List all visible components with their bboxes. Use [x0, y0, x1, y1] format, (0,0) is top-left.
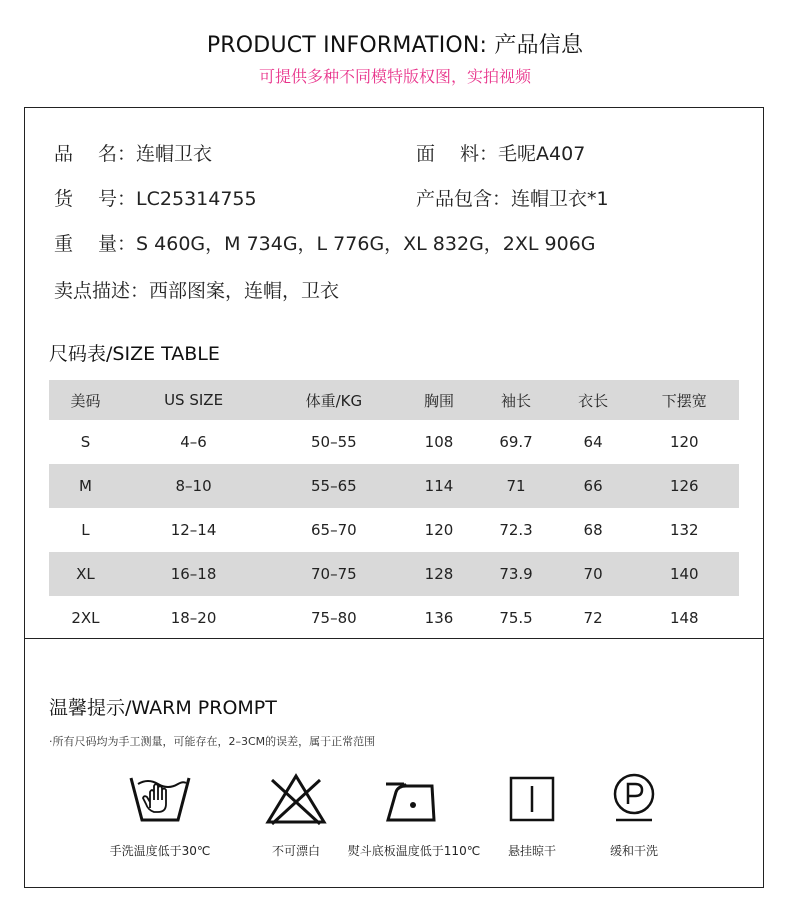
info-contents-value: 连帽卫衣*1 — [511, 188, 609, 210]
dry-clean-icon — [602, 770, 666, 828]
care-label: 熨斗底板温度低于110℃ — [347, 844, 481, 858]
table-cell: L — [81, 521, 90, 539]
table-cell: 66 — [557, 464, 630, 508]
table-cell: 120 — [669, 433, 699, 451]
table-cell: 128 — [403, 552, 476, 596]
info-selling-points — [54, 276, 339, 303]
info-weight — [54, 229, 596, 256]
table-cell: 65–70 — [311, 521, 357, 539]
table-cell: 50–55 — [311, 433, 357, 451]
table-cell: 18–20 — [170, 609, 217, 627]
table-cell: 73.9 — [475, 552, 556, 596]
table-cell: 70–75 — [265, 552, 402, 596]
iron-icon — [382, 770, 446, 828]
table-cell: 140 — [630, 552, 739, 596]
info-sku-label: 货 号： — [54, 188, 137, 210]
table-cell: 64 — [583, 433, 603, 451]
table-cell: 132 — [669, 521, 699, 539]
table-cell: 2XL — [71, 609, 100, 627]
table-row — [49, 464, 739, 508]
table-cell: 8–10 — [122, 464, 265, 508]
care-item-hand-wash — [90, 770, 230, 858]
header-cell: 体重/KG — [265, 380, 402, 420]
size-table-title: 尺码表/SIZE TABLE — [49, 343, 220, 365]
page-title: PRODUCT INFORMATION: 产品信息 — [206, 33, 584, 58]
measurement-note: ·所有尺码均为手工测量，可能存在，2–3CM的误差，属于正常范围 — [49, 735, 376, 748]
table-row — [49, 508, 739, 552]
table-cell: 136 — [424, 609, 454, 627]
hang-dry-icon — [500, 770, 564, 828]
table-cell: 71 — [475, 464, 556, 508]
header-cell: 下摆宽 — [630, 380, 739, 420]
care-label: 不可漂白 — [271, 844, 320, 858]
care-label: 悬挂晾干 — [507, 844, 556, 858]
info-material-label: 面 料： — [416, 143, 499, 165]
size-table-header-row — [49, 380, 739, 420]
header-cell: 衣长 — [557, 380, 630, 420]
header-cell: 美码 — [49, 380, 122, 420]
table-cell: XL — [49, 552, 122, 596]
table-cell: 75–80 — [311, 609, 357, 627]
header-cell: US SIZE — [122, 380, 265, 420]
info-material — [416, 139, 585, 166]
table-cell: M — [49, 464, 122, 508]
no-bleach-icon — [264, 770, 328, 828]
table-cell: 72 — [583, 609, 603, 627]
info-weight-label: 重 量： — [54, 233, 137, 255]
table-cell: 55–65 — [265, 464, 402, 508]
table-cell: 4–6 — [180, 433, 207, 451]
care-item-dry-clean — [564, 770, 704, 858]
table-cell: 16–18 — [122, 552, 265, 596]
table-cell: 12–14 — [170, 521, 217, 539]
info-contents-label: 产品包含： — [416, 188, 512, 210]
table-row — [49, 420, 739, 464]
table-cell: 108 — [424, 433, 454, 451]
table-cell: 148 — [669, 609, 699, 627]
care-label: 手洗温度低于30℃ — [109, 844, 211, 858]
header-cell: 胸围 — [403, 380, 476, 420]
table-cell: 75.5 — [499, 609, 533, 627]
table-cell: 68 — [583, 521, 603, 539]
info-name — [54, 139, 212, 166]
info-weight-value: S 460G，M 734G，L 776G，XL 832G，2XL 906G — [136, 233, 596, 255]
table-cell: 70 — [557, 552, 630, 596]
header-cell: 袖长 — [475, 380, 556, 420]
table-cell: 114 — [403, 464, 476, 508]
page-subtitle: 可提供多种不同模特版权图，实拍视频 — [258, 67, 531, 86]
table-cell: 72.3 — [499, 521, 533, 539]
info-name-label: 品 名： — [54, 143, 137, 165]
info-sku — [54, 184, 257, 211]
info-selling-label: 卖点描述： — [54, 280, 150, 302]
info-selling-value: 西部图案，连帽，卫衣 — [149, 280, 340, 302]
hand-wash-icon — [128, 770, 192, 828]
info-sku-value: LC25314755 — [136, 188, 257, 210]
size-table — [49, 380, 739, 640]
table-cell: 69.7 — [499, 433, 533, 451]
info-name-value: 连帽卫衣 — [136, 143, 213, 165]
table-cell: S — [80, 433, 91, 451]
info-material-value: 毛呢A407 — [498, 143, 586, 165]
care-label: 缓和干洗 — [609, 844, 658, 858]
info-contents — [416, 184, 609, 211]
table-row — [49, 552, 739, 596]
table-cell: 120 — [424, 521, 454, 539]
table-row — [49, 596, 739, 640]
table-cell: 126 — [630, 464, 739, 508]
warm-prompt-title: 温馨提示/WARM PROMPT — [49, 697, 277, 719]
